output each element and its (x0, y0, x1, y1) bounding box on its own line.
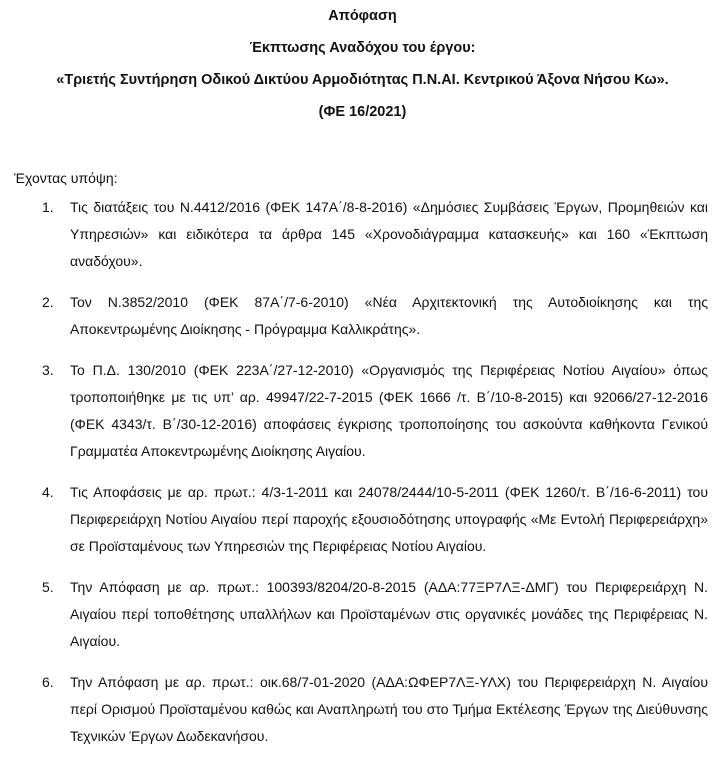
list-item-number: 3. (42, 362, 54, 378)
list-item-text: Τις διατάξεις του Ν.4412/2016 (ΦΕΚ 147Α΄/8-8-2016) «Δημόσιες Συμβάσεις Έργων, Προμηθειών και Υπηρεσιών» και ειδικότερα τα άρθρα 145 «Χρονοδιάγραμμα κατασκευής» και 160 «Έκπτωση αναδόχου». (70, 199, 708, 269)
list-item-number: 6. (42, 674, 54, 690)
list-item-number: 5. (42, 579, 54, 595)
list-item-number: 1. (42, 199, 54, 215)
considerations-list (0, 194, 725, 764)
list-item-1 (0, 194, 725, 275)
list-item-text: Τον Ν.3852/2010 (ΦΕΚ 87Α΄/7-6-2010) «Νέα Αρχιτεκτονική της Αυτοδιοίκησης και της Αποκεντρωμένης Διοίκησης - Πρόγραμμα Καλλικράτης». (70, 294, 708, 337)
list-item-number: 2. (42, 294, 54, 310)
list-item-text: Το Π.Δ. 130/2010 (ΦΕΚ 223Α΄/27-12-2010) «Οργανισμός της Περιφέρειας Νοτίου Αιγαίου» όπως τροποποιήθηκε με τις υπ’ αρ. 49947/22-7-2015 (ΦΕΚ 1666 /τ. Β΄/10-8-2015) και 92066/27-12-2016 (ΦΕΚ 4343/τ. Β΄/30-12-2016) αποφάσεις έγκρισης τροποποίησης του ασκούντα καθήκοντα Γενικού Γραμματέα Αποκεντρωμένης Διοίκησης Αιγαίου. (70, 362, 708, 459)
list-item-2 (0, 289, 725, 343)
list-item-text: Την Απόφαση με αρ. πρωτ.: οικ.68/7-01-2020 (ΑΔΑ:ΩΦΕΡ7ΛΞ-ΥΛΧ) του Περιφερειάρχη Ν. Αιγαίου περί Ορισμού Προϊσταμένου καθώς και Αναπληρωτή του στο Τμήμα Εκτέλεσης Έργων της Διεύθυνσης Τεχνικών Έργων Δωδεκανήσου. (70, 674, 708, 744)
title-line-subject: Έκπτωσης Αναδόχου του έργου: (249, 40, 476, 56)
list-item-text: Την Απόφαση με αρ. πρωτ.: 100393/8204/20-8-2015 (ΑΔΑ:77ΞΡ7ΛΞ-ΔΜΓ) του Περιφερειάρχη Ν. Αιγαίου περί τοποθέτησης υπαλλήλων και Προϊσταμένων στις οργανικές μονάδες της Περιφέρειας Ν. Αιγαίου. (70, 579, 708, 649)
title-line-project: «Τριετής Συντήρηση Οδικού Δικτύου Αρμοδιότητας Π.Ν.ΑΙ. Κεντρικού Άξονα Νήσου Κω». (56, 72, 669, 88)
list-item-6 (0, 669, 725, 750)
list-item-number: 4. (42, 484, 54, 500)
list-item-text: Τις Αποφάσεις με αρ. πρωτ.: 4/3-1-2011 και 24078/2444/10-5-2011 (ΦΕΚ 1260/τ. Β΄/16-6-2011) του Περιφερειάρχη Νοτίου Αιγαίου περί παροχής εξουσιοδότησης υπογραφής «Με Εντολή Περιφερειάρχη» σε Προϊσταμένους των Υπηρεσιών της Περιφέρειας Νοτίου Αιγαίου. (70, 484, 708, 554)
list-item-3 (0, 357, 725, 465)
title-line-code: (ΦΕ 16/2021) (318, 104, 407, 120)
intro-text: Έχοντας υπόψη: (14, 170, 118, 186)
list-item-4 (0, 479, 725, 560)
title-line-decision: Απόφαση (328, 8, 397, 24)
list-item-5 (0, 574, 725, 655)
document-title (0, 4, 725, 132)
